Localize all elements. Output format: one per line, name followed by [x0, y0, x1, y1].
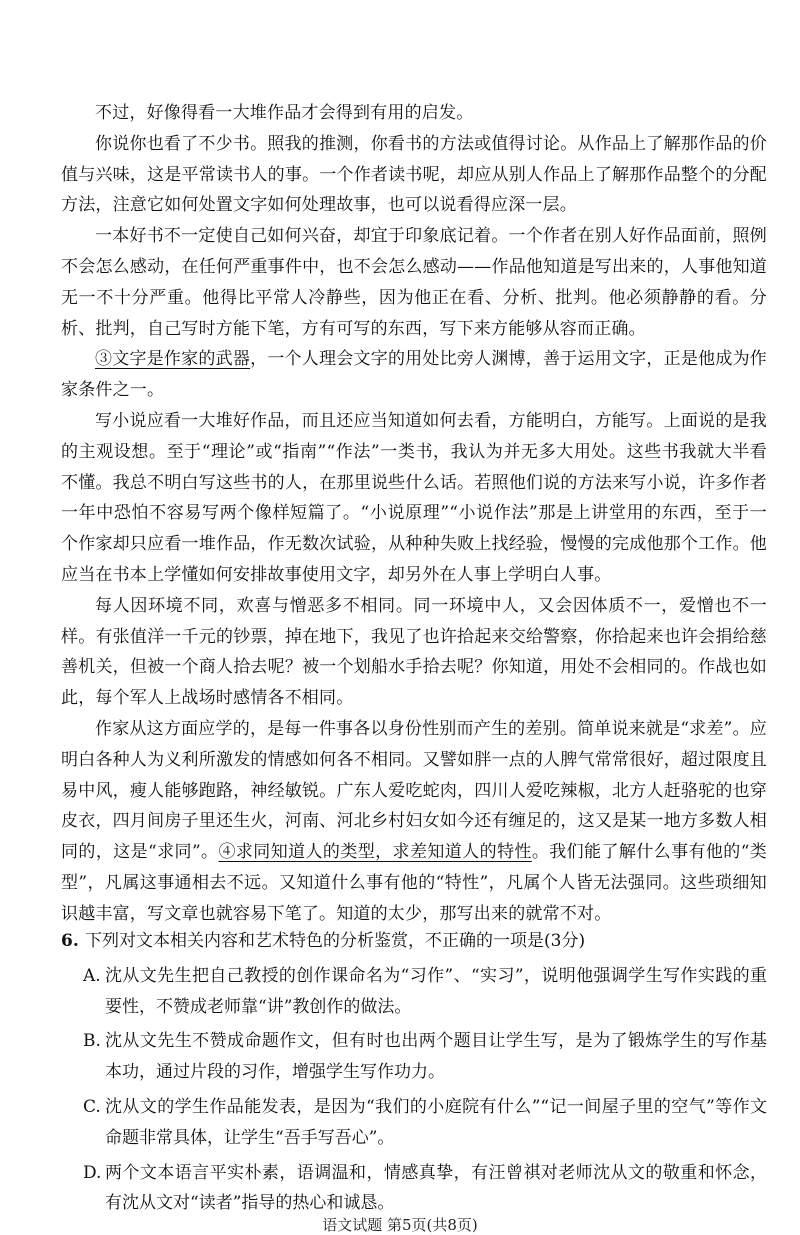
option-c: [83, 1092, 767, 1154]
question-stem: [61, 926, 767, 957]
paragraph-5: 写小说应看一大堆好作品，而且还应当知道如何去看，方能明白，方能写。上面说的是我的主观设想。至于“理论”或“指南”“作法”一类书，我认为并无多大用处。这些书我就大半看不懂。我总不明白写这些书的人，在那里说些什么话。若照他们说的方法来写小说，许多作者一年中恐怕不容易写两个像样短篇了。“小说原理”“小说作法”那是上讲堂用的东西，至于一个作家却只应看一堆作品，作无数次试验，从种种失败上找经验，慢慢的完成他那个工作。他应当在书本上学懂如何安排故事使用文字，却另外在人事上学明白人事。: [61, 410, 767, 585]
option-text: 沈从文的学生作品能发表，是因为“我们的小庭院有什么”“记一间屋子里的空气”等作文命题非常具体，让学生“吾手写吾心”。: [105, 1096, 767, 1148]
paragraph-7: [61, 714, 767, 930]
question-text: 下列对文本相关内容和艺术特色的分析鉴赏，不正确的一项是(3分): [85, 931, 586, 951]
question-number: 6.: [61, 931, 79, 951]
question-6: [61, 926, 767, 1223]
paragraph-1: 不过，好像得看一大堆作品才会得到有用的启发。: [95, 103, 474, 123]
paragraph-4: [61, 344, 767, 406]
option-text: 沈从文先生把自己教授的创作课命名为“习作”、“实习”，说明他强调学生写作实践的重要性，不赞成老师靠“讲”教创作的做法。: [105, 965, 767, 1017]
paragraph-7-after: 。我们能了解什么事有他的“类型”，凡属这事通相去不远。又知道什么事有他的“特性”，凡属个人皆无法强同。这些琐细知识越丰富，写文章也就容易下笔了。知道的太少，那写出来的就常不对。: [61, 842, 767, 924]
paragraph-7-before: 作家从这方面应学的，是每一件事各以身份性别而产生的差别。简单说来就是“求差”。应明白各种人为义利所激发的情感如何各不相同。又譬如胖一点的人脾气常常很好，超过限度且易中风，瘦人能够跑路，神经敏锐。广东人爱吃蛇肉，四川人爱吃辣椒，北方人赶骆驼的也穿皮衣，四月间房子里还生火，河南、河北乡村妇女如今还有缠足的，这又是某一地方多数人相同的，这是“求同”。: [61, 718, 767, 863]
option-letter: C.: [83, 1096, 101, 1117]
underlined-sentence-4: ④求同知道人的类型，求差知道人的特性: [218, 842, 532, 863]
paragraph-4-rest: ，一个人理会文字的用处比旁人渊博，善于运用文字，正是他成为作家条件之一。: [61, 349, 767, 401]
option-letter: D.: [83, 1162, 102, 1183]
option-b: [83, 1026, 767, 1088]
option-text: 两个文本语言平实朴素，语调温和，情感真挚，有汪曾祺对老师沈从文的敬重和怀念，有沈从文对“读者”指导的热心和诚恳。: [105, 1162, 767, 1214]
paragraph-3: 一本好书不一定使自己如何兴奋，却宜于印象底记着。一个作者在别人好作品面前，照例不会怎么感动，在任何严重事件中，也不会怎么感动——作品他知道是写出来的，人事他知道无一不十分严重。他得比平常人冷静些，因为他正在看、分析、批判。他必须静静的看。分析、批判，自己写时方能下笔，方有可写的东西，写下来方能够从容而正确。: [61, 226, 767, 339]
paragraph-6: 每人因环境不同，欢喜与憎恶多不相同。同一环境中人，又会因体质不一，爱憎也不一样。有张值洋一千元的钞票，掉在地下，我见了也许拾起来交给警察，你拾起来也许会捐给慈善机关，但被一个商人拾去呢？被一个划船水手拾去呢？你知道，用处不会相同的。作战也如此，每个军人上战场时感情各不相同。: [61, 595, 767, 709]
option-letter: B.: [83, 1031, 101, 1052]
reading-passage: [61, 98, 767, 930]
page-footer: 语文试题 第5页(共8页): [322, 1216, 478, 1234]
option-d: [83, 1158, 767, 1220]
option-a: [83, 961, 767, 1023]
underlined-sentence-3: ③文字是作家的武器: [95, 349, 251, 370]
paragraph-2: 你说你也看了不少书。照我的推测，你看书的方法或值得讨论。从作品上了解那作品的价值与兴味，这是平常读书人的事。一个作者读书呢，却应从别人作品上了解那作品整个的分配方法，注意它如何处置文字如何处理故事，也可以说看得应深一层。: [61, 133, 767, 216]
option-text: 沈从文先生不赞成命题作文，但有时也出两个题目让学生写，是为了锻炼学生的写作基本功，通过片段的习作，增强学生写作功力。: [105, 1031, 767, 1083]
option-letter: A.: [83, 965, 101, 986]
